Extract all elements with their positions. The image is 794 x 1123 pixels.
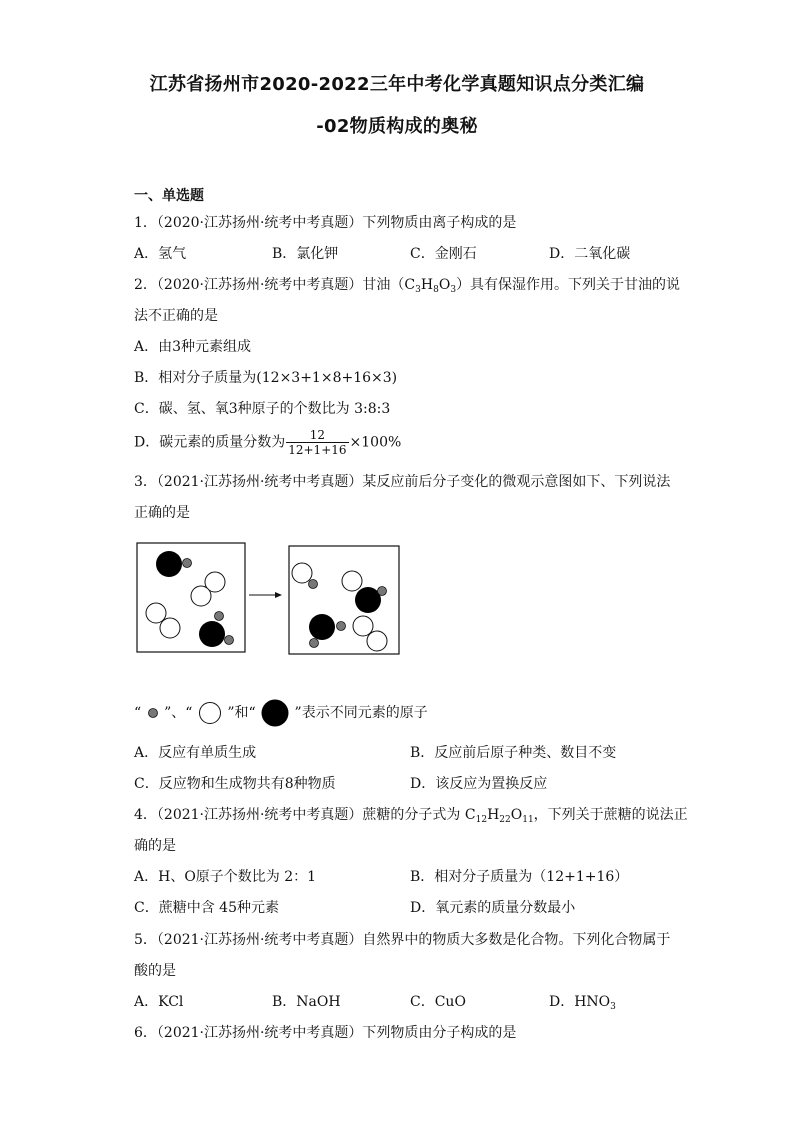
white-atom bbox=[367, 631, 387, 651]
q4-option-d: D．氧元素的质量分数最小 bbox=[410, 900, 576, 916]
q3-option-b: B．反应前后原子种类、数目不变 bbox=[410, 745, 617, 761]
black-atom bbox=[199, 621, 225, 647]
question-2-stem-cont: 法不正确的是 bbox=[134, 308, 218, 324]
gray-atom bbox=[215, 612, 224, 621]
question-2-stem: 2．（2020·江苏扬州·统考中考真题）甘油$(C_3H_8O_3)$具有保湿作用。下列关于甘油的说 bbox=[134, 277, 681, 295]
q3-option-d: D．该反应为置换反应 bbox=[410, 776, 548, 792]
white-atom bbox=[292, 563, 312, 583]
black-atom bbox=[355, 587, 381, 613]
white-atom bbox=[342, 571, 362, 591]
white-atom bbox=[353, 616, 373, 636]
white-atom bbox=[160, 618, 180, 638]
q5-option-a: A．KCl bbox=[134, 994, 184, 1010]
q4-option-b: B．相对分子质量为（12+1+16） bbox=[410, 869, 629, 885]
question-3-stem: 3．（2021·江苏扬州·统考中考真题）某反应前后分子变化的微观示意图如下、下列说法 bbox=[134, 474, 671, 490]
section-heading: 一、单选题 bbox=[134, 188, 204, 204]
arrow-head bbox=[275, 592, 282, 598]
atom-legend: “ ”、“ ”和“ ”表示不同元素的原子 bbox=[134, 698, 428, 728]
q5-option-c: C．CuO bbox=[410, 994, 466, 1010]
gray-atom bbox=[337, 622, 346, 631]
gray-atom-icon bbox=[146, 706, 160, 720]
reaction-diagram bbox=[136, 542, 416, 658]
question-5-stem-cont: 酸的是 bbox=[134, 963, 176, 979]
fraction bbox=[286, 428, 348, 457]
q3-option-a: A．反应有单质生成 bbox=[134, 745, 257, 761]
page-title: 江苏省扬州市2020-2022三年中考化学真题知识点分类汇编 bbox=[149, 74, 645, 95]
question-1-stem: 1．（2020·江苏扬州·统考中考真题）下列物质由离子构成的是 bbox=[134, 215, 517, 231]
black-atom bbox=[309, 614, 335, 640]
question-5-stem: 5．（2021·江苏扬州·统考中考真题）自然界中的物质大多数是化合物。下列化合物属于 bbox=[134, 932, 671, 948]
white-atom-icon bbox=[197, 700, 223, 726]
q5-option-b: B．NaOH bbox=[272, 994, 341, 1010]
gray-atom bbox=[225, 636, 234, 645]
q2-option-b: B．相对分子质量为(12×3+1×8+16×3) bbox=[134, 370, 398, 386]
question-6-stem: 6．（2021·江苏扬州·统考中考真题）下列物质由分子构成的是 bbox=[134, 1025, 517, 1041]
q1-option-a: A．氢气 bbox=[134, 246, 187, 262]
question-3-stem-cont: 正确的是 bbox=[134, 505, 190, 521]
page-subtitle: -02物质构成的奥秘 bbox=[316, 116, 478, 137]
question-4-stem-cont: 确的是 bbox=[134, 838, 176, 854]
q4-option-c: C．蔗糖中含 45种元素 bbox=[134, 900, 279, 916]
question-4-stem: 4．（2021·江苏扬州·统考中考真题）蔗糖的分子式为 $C_{12}H_{22}O_{11}$，下列关于蔗糖的说法正 bbox=[134, 807, 688, 825]
q3-option-c: C．反应物和生成物共有8种物质 bbox=[134, 776, 336, 792]
q5-option-d: D．$HNO_3$ bbox=[549, 994, 616, 1012]
q1-option-d: D．二氧化碳 bbox=[549, 246, 631, 262]
gray-atom bbox=[310, 639, 319, 648]
black-atom bbox=[156, 551, 182, 577]
q1-option-b: B．氯化钾 bbox=[272, 246, 339, 262]
q1-option-c: C．金刚石 bbox=[410, 246, 477, 262]
gray-atom bbox=[309, 580, 318, 589]
fraction-denominator: 12+1+16 bbox=[288, 443, 347, 457]
q2-option-a: A．由3种元素组成 bbox=[134, 339, 252, 355]
black-atom-icon bbox=[260, 698, 290, 728]
q2-option-c: C．碳、氢、氧3种原子的个数比为 3:8:3 bbox=[134, 401, 391, 417]
white-atom bbox=[146, 603, 166, 623]
white-atom bbox=[191, 586, 211, 606]
q2-option-d: D．碳元素的质量分数为 $\frac{12}{12+1+16}$ ×100% bbox=[134, 428, 402, 457]
q4-option-a: A．H、O原子个数比为 2：1 bbox=[134, 869, 317, 885]
gray-atom bbox=[183, 559, 192, 568]
gray-atom bbox=[378, 587, 387, 596]
fraction-numerator: 12 bbox=[286, 428, 348, 443]
